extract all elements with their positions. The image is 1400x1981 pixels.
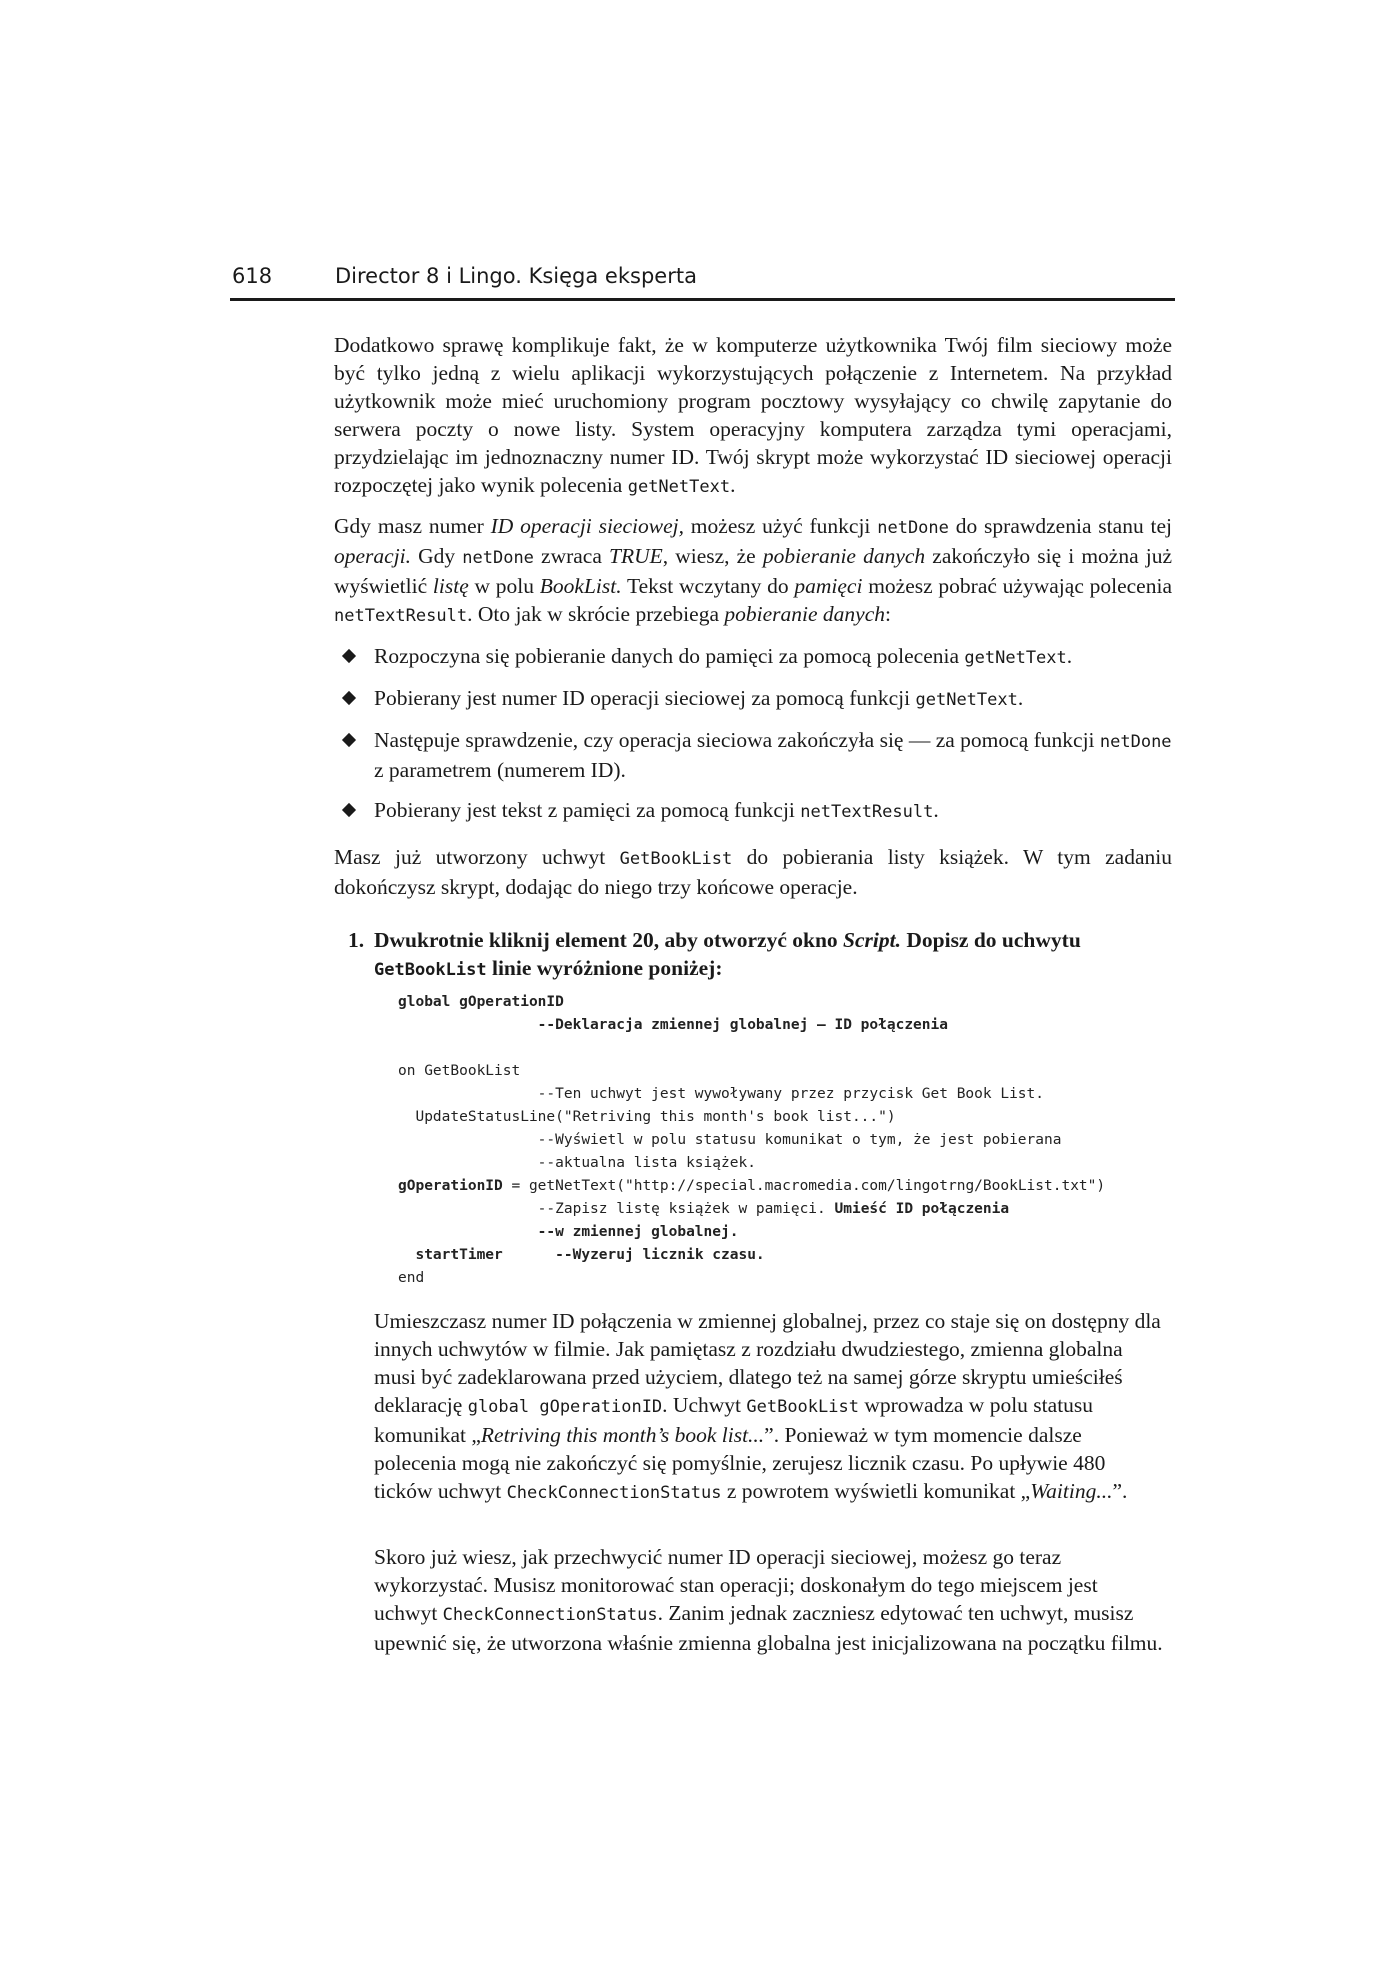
list-item: Następuje sprawdzenie, czy operacja sieciowa zakończyła się — za pomocą funkcji netDone z parametrem (numerem ID). [334, 726, 1172, 784]
code-line: --Zapisz listę książek w pamięci. [398, 1201, 835, 1217]
code-line: on GetBookList [398, 1063, 521, 1079]
paragraph-network-operations: Dodatkowo sprawę komplikuje fakt, że w komputerze użytkownika Twój film sieciowy może być tylko jedną z wielu aplikacji wykorzystujących połączenie z Internetem. Na przykład użytkownik może mieć uruchomiony program pocztowy wysyłający co chwilę zapytanie do serwera poczty o nowe listy. System operacyjny komputera zarządza tymi operacjami, przydzielając im jednoznaczny numer ID. Twój skrypt może wykorzystać ID sieciowej operacji rozpoczętej jako wynik polecenia getNetText. [334, 333, 1172, 497]
inline-code: CheckConnectionStatus [506, 1483, 722, 1503]
inline-code: GetBookList [746, 1397, 859, 1417]
inline-code: getNetText [627, 477, 731, 497]
code-line: gOperationID [398, 1178, 503, 1194]
diamond-bullet-icon [342, 733, 356, 747]
code-line: end [398, 1270, 425, 1286]
list-item: Pobierany jest tekst z pamięci za pomocą funkcji netTextResult. [334, 796, 1172, 826]
page-number: 618 [232, 264, 273, 288]
code-line: --Wyzeruj licznik czasu. [502, 1247, 765, 1263]
step-number: 1. [348, 928, 365, 952]
inline-code: netDone [462, 548, 534, 568]
inline-code: netDone [877, 518, 949, 538]
diamond-bullet-icon [342, 649, 356, 663]
inline-code: netTextResult [334, 606, 468, 626]
code-line: = getNetText("http://special.macromedia.com/lingotrng/BookList.txt") [502, 1178, 1106, 1194]
inline-code: getNetText [915, 690, 1018, 710]
book-title: Director 8 i Lingo. Księga eksperta [335, 264, 697, 288]
inline-code: getNetText [964, 648, 1067, 668]
code-line: --aktualna lista książek. [398, 1155, 756, 1171]
step-text: Dwukrotnie kliknij element 20, aby otworzyć okno Script. Dopisz do uchwytu GetBookList linie wyróżnione poniżej: [374, 928, 1081, 980]
code-line: --w zmiennej globalnej. [398, 1224, 739, 1240]
code-line: UpdateStatusLine("Retriving this month's book list...") [398, 1109, 896, 1125]
diamond-bullet-icon [342, 803, 356, 817]
code-listing [398, 991, 1105, 1290]
inline-code: global gOperationID [467, 1397, 663, 1417]
code-line: --Wyświetl w polu statusu komunikat o tym, że jest pobierana [398, 1132, 1062, 1148]
paragraph-getbooklist: Masz już utworzony uchwyt GetBookList do pobierania listy książek. W tym zadaniu dokończysz skrypt, dodając do niego trzy końcowe operacje. [334, 845, 1172, 899]
inline-code: netTextResult [800, 802, 934, 822]
inline-code: netDone [1099, 732, 1172, 752]
bullet-list [334, 642, 1172, 838]
diamond-bullet-icon [342, 691, 356, 705]
list-item: Rozpoczyna się pobieranie danych do pamięci za pomocą polecenia getNetText. [334, 642, 1172, 672]
paragraph-netdone: Gdy masz numer ID operacji sieciowej, możesz użyć funkcji netDone do sprawdzenia stanu tej operacji. Gdy netDone zwraca TRUE, wiesz, że pobieranie danych zakończyło się i można już wyświetlić listę w polu BookList. Tekst wczytany do pamięci możesz pobrać używając polecenia netTextResult. Oto jak w skrócie przebiega pobieranie danych: [334, 514, 1173, 626]
code-line: --Ten uchwyt jest wywoływany przez przycisk Get Book List. [398, 1086, 1045, 1102]
code-line: Umieść ID połączenia [834, 1201, 1010, 1217]
list-item: Pobierany jest numer ID operacji sieciowej za pomocą funkcji getNetText. [334, 684, 1172, 714]
inline-code: CheckConnectionStatus [442, 1605, 658, 1625]
code-line: --Deklaracja zmiennej globalnej – ID połączenia [398, 1017, 948, 1033]
paragraph-global-variable: Umieszczasz numer ID połączenia w zmiennej globalnej, przez co staje się on dostępny dla innych uchwytów w filmie. Jak pamiętasz z rozdziału dwudziestego, zmienna globalna musi być zadeklarowana przed użyciem, dlatego też na samej górze skryptu umieściłeś deklarację global gOperationID. Uchwyt GetBookList wprowadza w polu statusu komunikat „Retriving this month’s book list...”. Ponieważ w tym momencie dalsze polecenia mogą nie zakończyć się pomyślnie, zerujesz licznik czasu. Po upływie 480 ticków uchwyt CheckConnectionStatus z powrotem wyświetli komunikat „Waiting...”. [374, 1309, 1161, 1503]
running-header [230, 258, 1175, 301]
code-line: global gOperationID [398, 994, 564, 1010]
paragraph-checkconnection: Skoro już wiesz, jak przechwycić numer ID operacji sieciowej, możesz go teraz wykorzystać. Musisz monitorować stan operacji; doskonałym do tego miejscem jest uchwyt CheckConnectionStatus. Zanim jednak zaczniesz edytować ten uchwyt, musisz upewnić się, że utworzona właśnie zmienna globalna jest inicjalizowana na początku filmu. [374, 1545, 1163, 1655]
code-line: startTimer [398, 1247, 503, 1263]
inline-code: GetBookList [374, 960, 487, 980]
inline-code: GetBookList [619, 849, 733, 869]
